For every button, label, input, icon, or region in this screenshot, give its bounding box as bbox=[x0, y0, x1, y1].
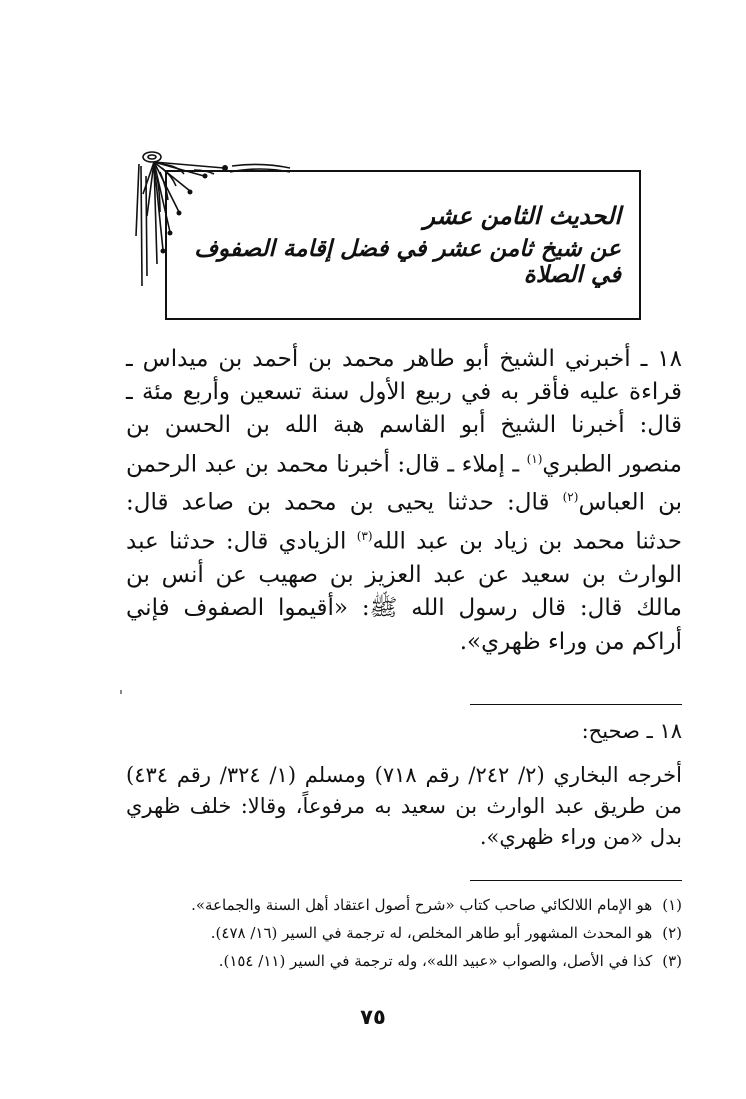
footnote-text: كذا في الأصل، والصواب «عبيد الله»، وله ترجمة في السير (١١/ ١٥٤). bbox=[218, 952, 653, 970]
hadith-part-2: ـ إملاء ـ قال: أخبرنا محمد بن عبد الرحمن بن العباس bbox=[126, 451, 682, 517]
corner-ornament-icon bbox=[132, 146, 292, 296]
chapter-subtitle: عن شيخ ثامن عشر في فضل إقامة الصفوف في الصلاة bbox=[194, 236, 621, 288]
takhrij-text bbox=[126, 760, 682, 853]
footnote-ref-2: (٢) bbox=[562, 490, 579, 505]
footnote-divider bbox=[470, 880, 682, 881]
chapter-title: الحديث الثامن عشر bbox=[423, 202, 621, 230]
hadith-part-3: قال: حدثنا يحيى بن محمد بن صاعد قال: حدثنا محمد بن زياد بن عبد الله bbox=[126, 490, 683, 555]
footnote-number: (٣) bbox=[662, 952, 682, 970]
footnote-ref-3: (٣) bbox=[356, 529, 373, 544]
footnote-number: (٢) bbox=[662, 924, 682, 942]
section-divider bbox=[470, 704, 682, 705]
hadith-text bbox=[126, 343, 682, 659]
scan-speck bbox=[120, 690, 122, 694]
footnote-text: هو المحدث المشهور أبو طاهر المخلص، له ترجمة في السير (١٦/ ٤٧٨). bbox=[210, 924, 653, 942]
footnote-item bbox=[126, 891, 682, 919]
footnote-item bbox=[126, 919, 682, 947]
takhrij-paragraph: أخرجه البخاري (٢/ ٢٤٢/ رقم ٧١٨) ومسلم (١/ ٣٢٤/ رقم ٤٣٤) من طريق عبد الوارث بن سعيد به مرفوعاً، وقالا: خلف ظهري بدل «من وراء ظهري». bbox=[126, 763, 682, 849]
footnote-item bbox=[126, 947, 682, 975]
footnote-text: هو الإمام اللالكائي صاحب كتاب «شرح أصول اعتقاد أهل السنة والجماعة». bbox=[191, 896, 653, 914]
hadith-part-1: ١٨ ـ أخبرني الشيخ أبو طاهر محمد بن أحمد بن ميداس ـ قراءة عليه فأقر به في ربيع الأول سنة تسعين وأربع مئة ـ قال: أخبرنا الشيخ أبو القاسم هبة الله بن الحسن بن منصور الطبري bbox=[126, 346, 682, 478]
footnotes-list bbox=[126, 891, 682, 975]
footnote-ref-1: (١) bbox=[526, 451, 543, 466]
page-number: ٧٥ bbox=[360, 1005, 386, 1029]
takhrij-heading: ١٨ ـ صحيح: bbox=[581, 719, 682, 743]
hadith-part-4: الزيادي قال: حدثنا عبد الوارث بن سعيد عن عبد العزيز بن صهيب عن أنس بن مالك قال: قال رسول الله ﷺ: «أقيموا الصفوف فإني أراكم من وراء ظهري». bbox=[126, 528, 682, 655]
footnote-number: (١) bbox=[662, 896, 682, 914]
